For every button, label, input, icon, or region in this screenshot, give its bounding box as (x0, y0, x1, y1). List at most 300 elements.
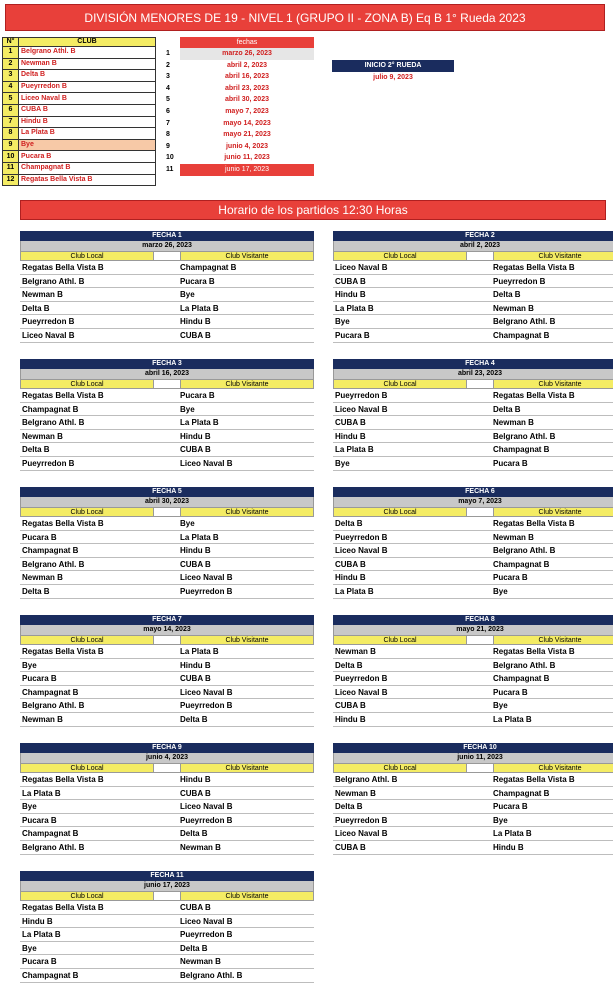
header-gap (154, 507, 180, 517)
fixture-block (333, 615, 613, 727)
club-row (3, 81, 156, 93)
fixture-block (333, 743, 613, 855)
home-team: Bye (335, 458, 350, 468)
club-visitante-header: Club Visitante (493, 507, 613, 517)
fecha-date: abril 16, 2023 (225, 73, 269, 81)
header-gap (467, 763, 493, 773)
fecha-number: 3 (166, 73, 170, 81)
match-row (333, 389, 613, 403)
away-team: Champagnat B (180, 263, 237, 272)
club-number: 5 (3, 93, 19, 105)
fixture-date: junio 11, 2023 (333, 753, 613, 763)
away-team: Champagnat B (493, 330, 550, 340)
fecha-number: 6 (166, 107, 170, 115)
away-team: Hindu B (180, 317, 211, 327)
fixture-date: mayo 7, 2023 (333, 497, 613, 507)
club-visitante-header: Club Visitante (180, 507, 314, 517)
match-row (333, 443, 613, 457)
away-team: Pueyrredon B (180, 701, 233, 711)
fecha-number: 1 (166, 50, 170, 57)
club-name: Belgrano Athl. B (19, 47, 156, 59)
fixture-block (20, 487, 314, 599)
home-team: Belgrano Athl. B (335, 775, 398, 784)
home-team: CUBA B (335, 701, 366, 711)
club-name: Newman B (19, 58, 156, 70)
fixture-column-header (333, 379, 613, 389)
match-row (333, 841, 613, 855)
home-team: Newman B (335, 647, 376, 656)
fecha-row (162, 164, 316, 176)
second-round-date: julio 9, 2023 (373, 74, 413, 81)
away-team: Bye (493, 701, 508, 711)
home-team: La Plata B (22, 930, 61, 940)
match-row (333, 699, 613, 713)
match-row (333, 773, 613, 787)
header-gap (154, 635, 180, 645)
fixture-column-header (333, 635, 613, 645)
fixture-column-header (20, 507, 314, 517)
away-team: Hindu B (180, 775, 211, 784)
fecha-number: 7 (166, 119, 170, 127)
home-team: Regatas Bella Vista B (22, 903, 104, 912)
away-team: Hindu B (493, 842, 524, 852)
away-team: Pueyrredon B (180, 586, 233, 596)
fixture-title: FECHA 6 (333, 487, 613, 497)
match-row (20, 713, 314, 727)
club-number: 2 (3, 58, 19, 70)
away-team: Regatas Bella Vista B (493, 263, 575, 272)
club-number: 6 (3, 104, 19, 116)
fixture-column-header (333, 763, 613, 773)
fixture-column-header (20, 891, 314, 901)
fixture-title: FECHA 10 (333, 743, 613, 753)
match-row (333, 416, 613, 430)
home-team: Pucara B (335, 330, 370, 340)
home-team: Delta B (22, 303, 50, 313)
fecha-number: 11 (166, 165, 174, 173)
fecha-number: 4 (166, 84, 170, 92)
club-number: 4 (3, 81, 19, 93)
club-row (3, 116, 156, 128)
match-row (20, 517, 314, 531)
fecha-row (162, 152, 316, 164)
club-visitante-header: Club Visitante (180, 251, 314, 261)
away-team: La Plata B (180, 532, 219, 542)
fixture-title: FECHA 3 (20, 359, 314, 369)
fixture-date: abril 2, 2023 (333, 241, 613, 251)
match-row (20, 645, 314, 659)
fixture-block (20, 231, 314, 343)
club-visitante-header: Club Visitante (493, 251, 613, 261)
away-team: CUBA B (180, 903, 211, 912)
match-row (333, 827, 613, 841)
home-team: Hindu B (335, 290, 366, 300)
match-row (333, 814, 613, 828)
club-local-header: Club Local (333, 379, 467, 389)
club-name-header: CLUB (19, 38, 156, 47)
fixture-column-header (333, 507, 613, 517)
match-row (20, 585, 314, 599)
home-team: Liceo Naval B (22, 330, 75, 340)
match-row (20, 659, 314, 673)
away-team: Bye (180, 290, 195, 300)
club-visitante-header: Club Visitante (180, 763, 314, 773)
match-row (333, 531, 613, 545)
away-team: Belgrano Athl. B (493, 431, 556, 441)
match-row (20, 544, 314, 558)
club-list-header (3, 38, 156, 47)
match-row (333, 571, 613, 585)
fecha-number: 10 (166, 154, 174, 162)
away-team: Champagnat B (493, 788, 550, 798)
match-row (20, 457, 314, 471)
match-row (20, 699, 314, 713)
home-team: Belgrano Athl. B (22, 701, 85, 711)
away-team: Regatas Bella Vista B (493, 775, 575, 784)
away-team: CUBA B (180, 788, 211, 798)
club-number-header: N° (3, 38, 19, 47)
away-team: Bye (180, 404, 195, 414)
match-row (20, 814, 314, 828)
fixture-date: abril 23, 2023 (333, 369, 613, 379)
club-number: 11 (3, 162, 19, 174)
away-team: Champagnat B (493, 445, 550, 455)
away-team: Liceo Naval B (180, 573, 233, 583)
fixture-date: junio 17, 2023 (20, 881, 314, 891)
header-gap (467, 635, 493, 645)
away-team: Pucara B (493, 458, 528, 468)
club-local-header: Club Local (20, 507, 154, 517)
away-team: Hindu B (180, 660, 211, 670)
home-team: CUBA B (335, 842, 366, 852)
header-gap (467, 379, 493, 389)
fixture-title: FECHA 2 (333, 231, 613, 241)
match-row (20, 315, 314, 329)
fecha-date: mayo 21, 2023 (223, 131, 271, 139)
away-team: Belgrano Athl. B (180, 970, 243, 980)
match-row (20, 773, 314, 787)
away-team: Belgrano Athl. B (493, 317, 556, 327)
match-row (20, 571, 314, 585)
club-local-header: Club Local (20, 251, 154, 261)
fecha-date: junio 11, 2023 (224, 154, 270, 162)
home-team: La Plata B (335, 586, 374, 596)
away-team: Bye (493, 815, 508, 825)
home-team: Liceo Naval B (335, 687, 388, 697)
away-team: Hindu B (180, 546, 211, 556)
fecha-row (162, 129, 316, 141)
home-team: Liceo Naval B (335, 829, 388, 839)
match-row (20, 430, 314, 444)
away-team: Hindu B (180, 431, 211, 441)
fecha-number: 2 (166, 61, 170, 69)
club-name: CUBA B (19, 104, 156, 116)
away-team: Bye (493, 586, 508, 596)
match-row (20, 288, 314, 302)
club-row (3, 58, 156, 70)
match-row (20, 686, 314, 700)
home-team: Pueyrredon B (335, 391, 388, 400)
match-row (333, 800, 613, 814)
away-team: Regatas Bella Vista B (493, 519, 575, 528)
fecha-row (162, 83, 316, 95)
home-team: Belgrano Athl. B (22, 418, 85, 428)
fecha-number: 5 (166, 96, 170, 104)
page-title: DIVISIÓN MENORES DE 19 - NIVEL 1 (GRUPO II - ZONA B) Eq B 1° Rueda 2023 (5, 4, 605, 31)
home-team: La Plata B (22, 788, 61, 798)
match-row (20, 827, 314, 841)
second-round-label: INICIO 2° RUEDA (332, 60, 454, 72)
fechas-list (162, 37, 316, 176)
away-team: Bye (180, 519, 195, 528)
fecha-number: 9 (166, 142, 170, 150)
away-team: La Plata B (493, 829, 532, 839)
match-row (333, 787, 613, 801)
home-team: Champagnat B (22, 970, 79, 980)
club-row (3, 128, 156, 140)
away-team: Liceo Naval B (180, 687, 233, 697)
home-team: Newman B (22, 290, 63, 300)
club-number: 8 (3, 128, 19, 140)
club-list-table (2, 37, 156, 186)
match-row (20, 302, 314, 316)
home-team: Champagnat B (22, 404, 79, 414)
away-team: Pueyrredon B (180, 815, 233, 825)
fixture-block (333, 359, 613, 471)
away-team: Liceo Naval B (180, 458, 233, 468)
club-local-header: Club Local (20, 635, 154, 645)
club-number: 9 (3, 139, 19, 151)
home-team: Liceo Naval B (335, 404, 388, 414)
club-number: 12 (3, 174, 19, 186)
club-name: Regatas Bella Vista B (19, 174, 156, 186)
home-team: Bye (22, 660, 37, 670)
home-team: Newman B (335, 788, 376, 798)
away-team: Regatas Bella Vista B (493, 391, 575, 400)
away-team: Delta B (180, 714, 208, 724)
match-row (333, 544, 613, 558)
home-team: CUBA B (335, 418, 366, 428)
club-row (3, 93, 156, 105)
fecha-date: abril 23, 2023 (225, 84, 269, 92)
home-team: Pucara B (22, 674, 57, 684)
match-row (20, 389, 314, 403)
away-team: Delta B (493, 290, 521, 300)
fecha-row (162, 48, 316, 60)
club-visitante-header: Club Visitante (493, 763, 613, 773)
club-local-header: Club Local (333, 507, 467, 517)
away-team: CUBA B (180, 559, 211, 569)
club-number: 7 (3, 116, 19, 128)
fixture-block (20, 871, 314, 983)
fecha-row (162, 60, 316, 72)
home-team: Belgrano Athl. B (22, 559, 85, 569)
fixture-date: marzo 26, 2023 (20, 241, 314, 251)
fecha-date: mayo 14, 2023 (223, 119, 271, 127)
match-row (20, 942, 314, 956)
away-team: Regatas Bella Vista B (493, 647, 575, 656)
away-team: Belgrano Athl. B (493, 660, 556, 670)
home-team: CUBA B (335, 559, 366, 569)
fecha-row (162, 141, 316, 153)
club-name: Pucara B (19, 151, 156, 163)
club-row (3, 151, 156, 163)
match-row (333, 315, 613, 329)
home-team: Bye (22, 943, 37, 953)
away-team: CUBA B (180, 330, 211, 340)
home-team: Champagnat B (22, 546, 79, 556)
home-team: La Plata B (335, 303, 374, 313)
fixture-block (333, 487, 613, 599)
club-local-header: Club Local (20, 379, 154, 389)
away-team: La Plata B (180, 647, 219, 656)
home-team: Pucara B (22, 957, 57, 967)
club-visitante-header: Club Visitante (180, 635, 314, 645)
home-team: Liceo Naval B (335, 546, 388, 556)
home-team: Newman B (22, 431, 63, 441)
club-visitante-header: Club Visitante (493, 635, 613, 645)
fecha-date: abril 2, 2023 (226, 61, 268, 69)
fixture-title: FECHA 11 (20, 871, 314, 881)
home-team: Pueyrredon B (335, 674, 388, 684)
home-team: Regatas Bella Vista B (22, 391, 104, 400)
away-team: CUBA B (180, 674, 211, 684)
club-name: Bye (19, 139, 156, 151)
match-row (20, 403, 314, 417)
home-team: Pueyrredon B (335, 532, 388, 542)
match-row (20, 443, 314, 457)
fixture-title: FECHA 1 (20, 231, 314, 241)
home-team: Champagnat B (22, 687, 79, 697)
home-team: La Plata B (335, 445, 374, 455)
fixture-title: FECHA 8 (333, 615, 613, 625)
club-local-header: Club Local (333, 763, 467, 773)
home-team: Bye (335, 317, 350, 327)
home-team: Delta B (335, 519, 363, 528)
header-gap (467, 507, 493, 517)
home-team: Hindu B (335, 431, 366, 441)
club-name: Liceo Naval B (19, 93, 156, 105)
home-team: Pucara B (22, 815, 57, 825)
away-team: La Plata B (493, 714, 532, 724)
away-team: Delta B (180, 943, 208, 953)
match-row (333, 672, 613, 686)
match-row (333, 430, 613, 444)
club-visitante-header: Club Visitante (180, 379, 314, 389)
header-gap (154, 763, 180, 773)
home-team: CUBA B (335, 276, 366, 286)
fixture-date: mayo 14, 2023 (20, 625, 314, 635)
home-team: Delta B (335, 802, 363, 812)
club-local-header: Club Local (333, 251, 467, 261)
home-team: Delta B (22, 445, 50, 455)
match-row (20, 275, 314, 289)
away-team: Liceo Naval B (180, 802, 233, 812)
away-team: Delta B (180, 829, 208, 839)
home-team: Hindu B (335, 714, 366, 724)
away-team: Pueyrredon B (180, 930, 233, 940)
fixture-date: junio 4, 2023 (20, 753, 314, 763)
match-row (20, 416, 314, 430)
club-number: 10 (3, 151, 19, 163)
match-row (333, 659, 613, 673)
fixture-column-header (20, 635, 314, 645)
home-team: Liceo Naval B (335, 263, 388, 272)
fixture-block (20, 743, 314, 855)
fixture-title: FECHA 9 (20, 743, 314, 753)
header-gap (154, 379, 180, 389)
away-team: Liceo Naval B (180, 916, 233, 926)
match-row (20, 261, 314, 275)
home-team: Hindu B (335, 573, 366, 583)
away-team: Pucara B (493, 802, 528, 812)
header-gap (467, 251, 493, 261)
match-row (333, 403, 613, 417)
away-team: Belgrano Athl. B (493, 546, 556, 556)
home-team: Belgrano Athl. B (22, 842, 85, 852)
away-team: Champagnat B (493, 559, 550, 569)
home-team: Delta B (22, 586, 50, 596)
match-row (333, 275, 613, 289)
header-gap (154, 251, 180, 261)
home-team: Champagnat B (22, 829, 79, 839)
match-row (333, 713, 613, 727)
club-name: Delta B (19, 70, 156, 82)
away-team: Pucara B (180, 391, 215, 400)
match-row (333, 558, 613, 572)
match-row (333, 457, 613, 471)
match-row (20, 901, 314, 915)
away-team: Pucara B (493, 573, 528, 583)
fecha-date: marzo 26, 2023 (180, 48, 314, 60)
club-number: 1 (3, 47, 19, 59)
match-row (20, 928, 314, 942)
fixture-title: FECHA 5 (20, 487, 314, 497)
fixture-date: mayo 21, 2023 (333, 625, 613, 635)
club-name: Hindu B (19, 116, 156, 128)
club-visitante-header: Club Visitante (493, 379, 613, 389)
match-row (20, 558, 314, 572)
home-team: Pueyrredon B (22, 317, 75, 327)
club-number: 3 (3, 70, 19, 82)
fecha-date: junio 17, 2023 (180, 164, 314, 176)
club-row (3, 47, 156, 59)
fixture-block (20, 359, 314, 471)
club-name: Pueyrredon B (19, 81, 156, 93)
club-row (3, 139, 156, 151)
away-team: Pucara B (493, 687, 528, 697)
match-row (333, 329, 613, 343)
home-team: Pueyrredon B (22, 458, 75, 468)
home-team: Regatas Bella Vista B (22, 775, 104, 784)
away-team: Pucara B (180, 276, 215, 286)
match-row (20, 969, 314, 983)
fixture-block (20, 615, 314, 727)
away-team: Champagnat B (493, 674, 550, 684)
club-row (3, 174, 156, 186)
fecha-date: abril 30, 2023 (225, 96, 269, 104)
club-name: Champagnat B (19, 162, 156, 174)
away-team: Newman B (493, 303, 534, 313)
home-team: Regatas Bella Vista B (22, 263, 104, 272)
fixture-column-header (20, 763, 314, 773)
away-team: CUBA B (180, 445, 211, 455)
match-row (20, 915, 314, 929)
fecha-number: 8 (166, 131, 170, 139)
fecha-date: mayo 7, 2023 (225, 107, 269, 115)
match-row (20, 531, 314, 545)
match-row (20, 329, 314, 343)
